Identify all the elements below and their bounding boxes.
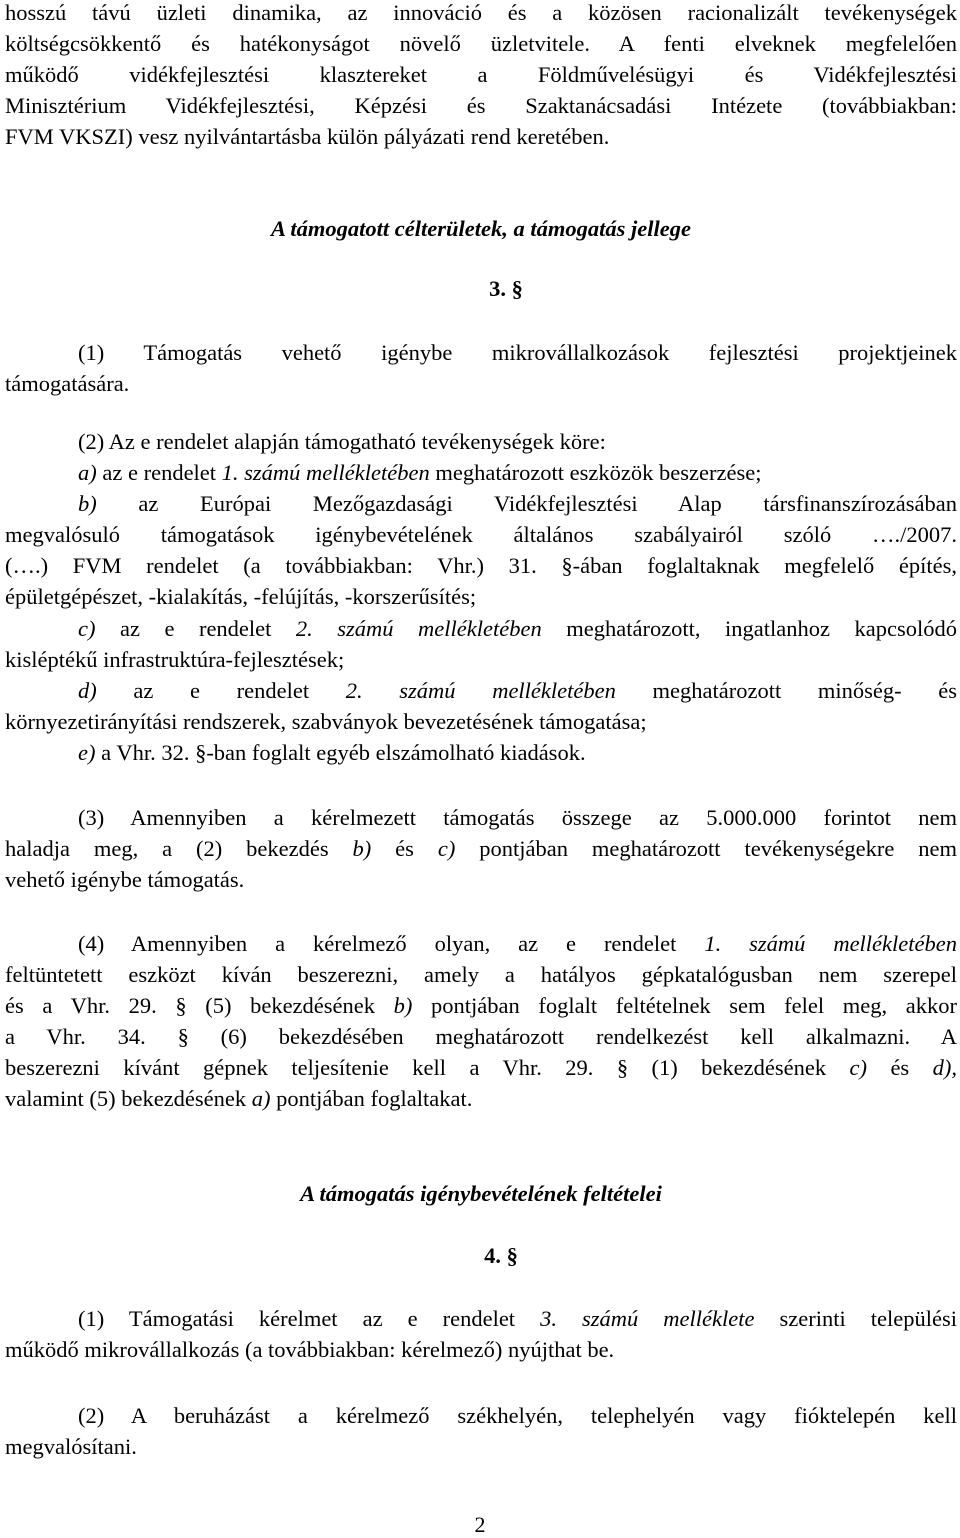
text-line: haladja meg, a (2) bekezdés b) és c) pontjában meghatározott tevékenységekre nem xyxy=(5,836,958,862)
list-item-b: b) az Európai Mezőgazdasági Vidékfejlesztési Alap társfinanszírozásában xyxy=(78,491,957,517)
section-number: 4. § xyxy=(484,1243,518,1268)
list-item-a: a) az e rendelet 1. számú mellékletében meghatározott eszközök beszerzése; xyxy=(78,460,762,486)
text-line: Minisztérium Vidékfejlesztési, Képzési és Szaktanácsadási Intézete (továbbiakban: xyxy=(5,93,957,119)
text-line: működő mikrovállalkozás (a továbbiakban: kérelmező) nyújthat be. xyxy=(5,1337,615,1363)
paragraph-4-2 xyxy=(5,1400,957,1462)
paragraph-3-1 xyxy=(5,337,957,399)
list-item-e: e) a Vhr. 32. §-ban foglalt egyéb elszámolható kiadások. xyxy=(78,739,586,765)
list-item-c: c) az e rendelet 2. számú mellékletében meghatározott, ingatlanhoz kapcsolódó xyxy=(78,615,958,641)
text-line: környezetirányítási rendszerek, szabványok bevezetésének támogatása; xyxy=(5,708,647,734)
text-line: beszerezni kívánt gépnek teljesítenie kell a Vhr. 29. § (1) bekezdésének c) és d), xyxy=(5,1055,957,1081)
paragraph-4-1 xyxy=(5,1303,957,1365)
text-line: költségcsökkentő és hatékonyságot növelő üzletvitele. A fenti elveknek megfelelően xyxy=(5,31,957,57)
text-line: kisléptékű infrastruktúra-fejlesztések; xyxy=(5,646,345,672)
text-line: működő vidékfejlesztési klasztereket a Földművelésügyi és Vidékfejlesztési xyxy=(5,62,957,88)
text-line: a Vhr. 34. § (6) bekezdésében meghatározott rendelkezést kell alkalmazni. A xyxy=(5,1024,957,1050)
text-line: hosszú távú üzleti dinamika, az innováció és a közösen racionalizált tevékenységek xyxy=(5,0,957,25)
page-number: 2 xyxy=(474,1512,486,1537)
text-line: megvalósuló támogatások igénybevételének általános szabályairól szóló …./2007. xyxy=(5,522,957,548)
intro-paragraph xyxy=(5,0,957,152)
text-line: támogatására. xyxy=(5,371,130,397)
paragraph-3-3 xyxy=(5,802,957,895)
section-heading: A támogatás igénybevételének feltételei xyxy=(300,1181,662,1206)
text-line: (1) Támogatási kérelmet az e rendelet 3. számú melléklete szerinti települési xyxy=(78,1306,957,1331)
text-line: (3) Amennyiben a kérelmezett támogatás összege az 5.000.000 forintot nem xyxy=(78,805,957,830)
text-line: (….) FVM rendelet (a továbbiakban: Vhr.) 31. §-ában foglaltaknak megfelelő építés, xyxy=(5,553,957,579)
list-item-d: d) az e rendelet 2. számú mellékletében meghatározott minőség- és xyxy=(78,677,957,703)
text-line: megvalósítani. xyxy=(5,1434,137,1460)
text-line: valamint (5) bekezdésének a) pontjában foglaltakat. xyxy=(5,1086,473,1112)
text-line: (1) Támogatás vehető igénybe mikrovállalkozások fejlesztési projektjeinek xyxy=(78,340,957,365)
paragraph-3-4 xyxy=(5,928,957,1115)
text-line: (2) Az e rendelet alapján támogatható tevékenységek köre: xyxy=(78,429,606,454)
paragraph-3-2 xyxy=(5,426,957,768)
text-line: vehető igénybe támogatás. xyxy=(5,867,245,893)
text-line: (2) A beruházást a kérelmező székhelyén, telephelyén vagy fióktelepén kell xyxy=(78,1403,957,1428)
text-line: épületgépészet, -kialakítás, -felújítás, -korszerűsítés; xyxy=(5,584,477,610)
section-number: 3. § xyxy=(489,276,523,301)
text-line: feltüntetett eszközt kíván beszerezni, amely a hatályos gépkatalógusban nem szerepel xyxy=(5,962,957,988)
text-line: FVM VKSZI) vesz nyilvántartásba külön pályázati rend keretében. xyxy=(5,124,610,150)
text-line: (4) Amennyiben a kérelmező olyan, az e rendelet 1. számú mellékletében xyxy=(78,931,957,956)
section-heading: A támogatott célterületek, a támogatás jellege xyxy=(271,216,691,241)
text-line: és a Vhr. 29. § (5) bekezdésének b) pontjában foglalt feltételnek sem felel meg, akkor xyxy=(5,993,957,1019)
